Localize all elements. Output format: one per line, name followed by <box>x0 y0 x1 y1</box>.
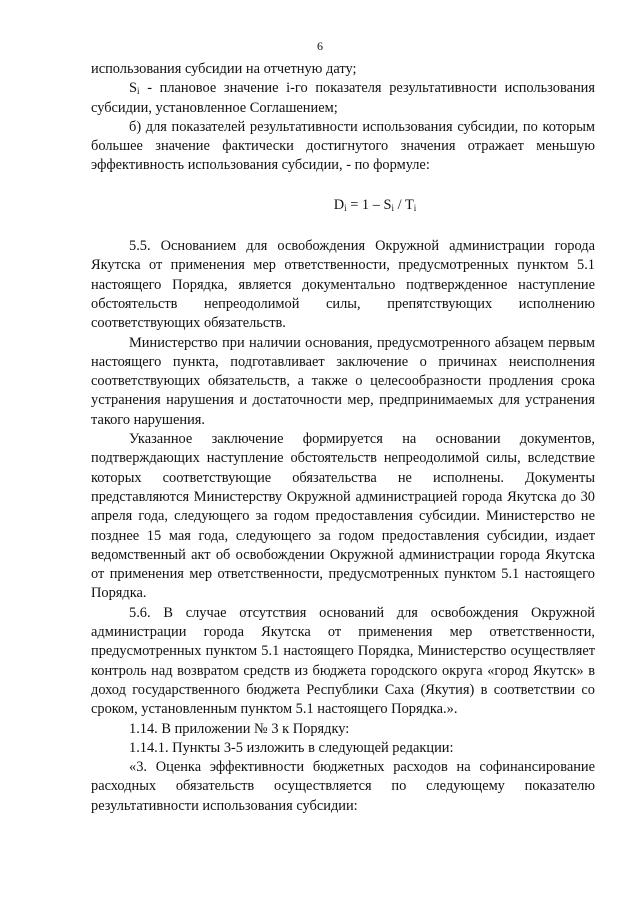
paragraph-symbol-definition: $S_i$ - плановое значение i-го показателя результативности использования субсидии, установленное Соглашением; <box>91 80 595 116</box>
paragraph: 1.14.1. Пункты 3-5 изложить в следующей редакции: <box>129 739 454 756</box>
page-number: 6 <box>317 39 323 53</box>
document-body <box>91 60 595 816</box>
paragraph: 1.14. В приложении № 3 к Порядку: <box>129 720 350 737</box>
paragraph: «3. Оценка эффективности бюджетных расходов на софинансирование расходных обязательств осуществляется по следующему показателю результативности использования субсидии: <box>91 759 595 814</box>
paragraph: использования субсидии на отчетную дату; <box>91 61 357 77</box>
paragraph: б) для показателей результативности использования субсидии, по которым большее значение фактически достигнутого значения отражает меньшую эффективность использования субсидии, - по формуле: <box>91 118 595 174</box>
paragraph: 5.5. Основанием для освобождения Окружной администрации города Якутска от применения мер ответственности, предусмотренных пунктом 5.1 настоящего Порядка, является документально подтвержденное наступление обстоятельств непреодолимой силы, препятствующих исполнению соответствующих обязательств. <box>91 238 595 332</box>
symbol-s: $S_i$ <box>129 80 140 97</box>
formula: $D_i = 1 - S_i / T_i$ <box>333 196 417 213</box>
paragraph: Министерство при наличии основания, предусмотренного абзацем первым настоящего пункта, подготавливает заключение о причинах неисполнения соответствующих обязательств, а также о целесообразности продления срока устранения нарушения и достаточности мер, предпринимаемых для устранения такого нарушения. <box>91 334 595 428</box>
paragraph: Указанное заключение формируется на основании документов, подтверждающих наступление обстоятельств непреодолимой силы, вследствие которых соответствующие обязательства не исполнены. Документы представляются Министерству Окружной администрацией города Якутска до 30 апреля года, следующего за годом предоставления субсидии. Министерство не позднее 15 мая года, следующего за годом предоставления субсидии, издает ведомственный акт об освобождении Окружной администрации города Якутска от применения мер ответственности, предусмотренных пунктом 5.1 настоящего Порядка. <box>91 431 595 602</box>
paragraph: 5.6. В случае отсутствия оснований для освобождения Окружной администрации города Якутска от применения мер ответственности, предусмотренных пунктом 5.1 настоящего Порядка, Министерство осуществляет контроль над возвратом средств из бюджета городского округа «город Якутск» в доход государственного бюджета Республики Саха (Якутия) в соответствии со сроком, установленным пунктом 5.1 настоящего Порядка.». <box>91 604 595 718</box>
